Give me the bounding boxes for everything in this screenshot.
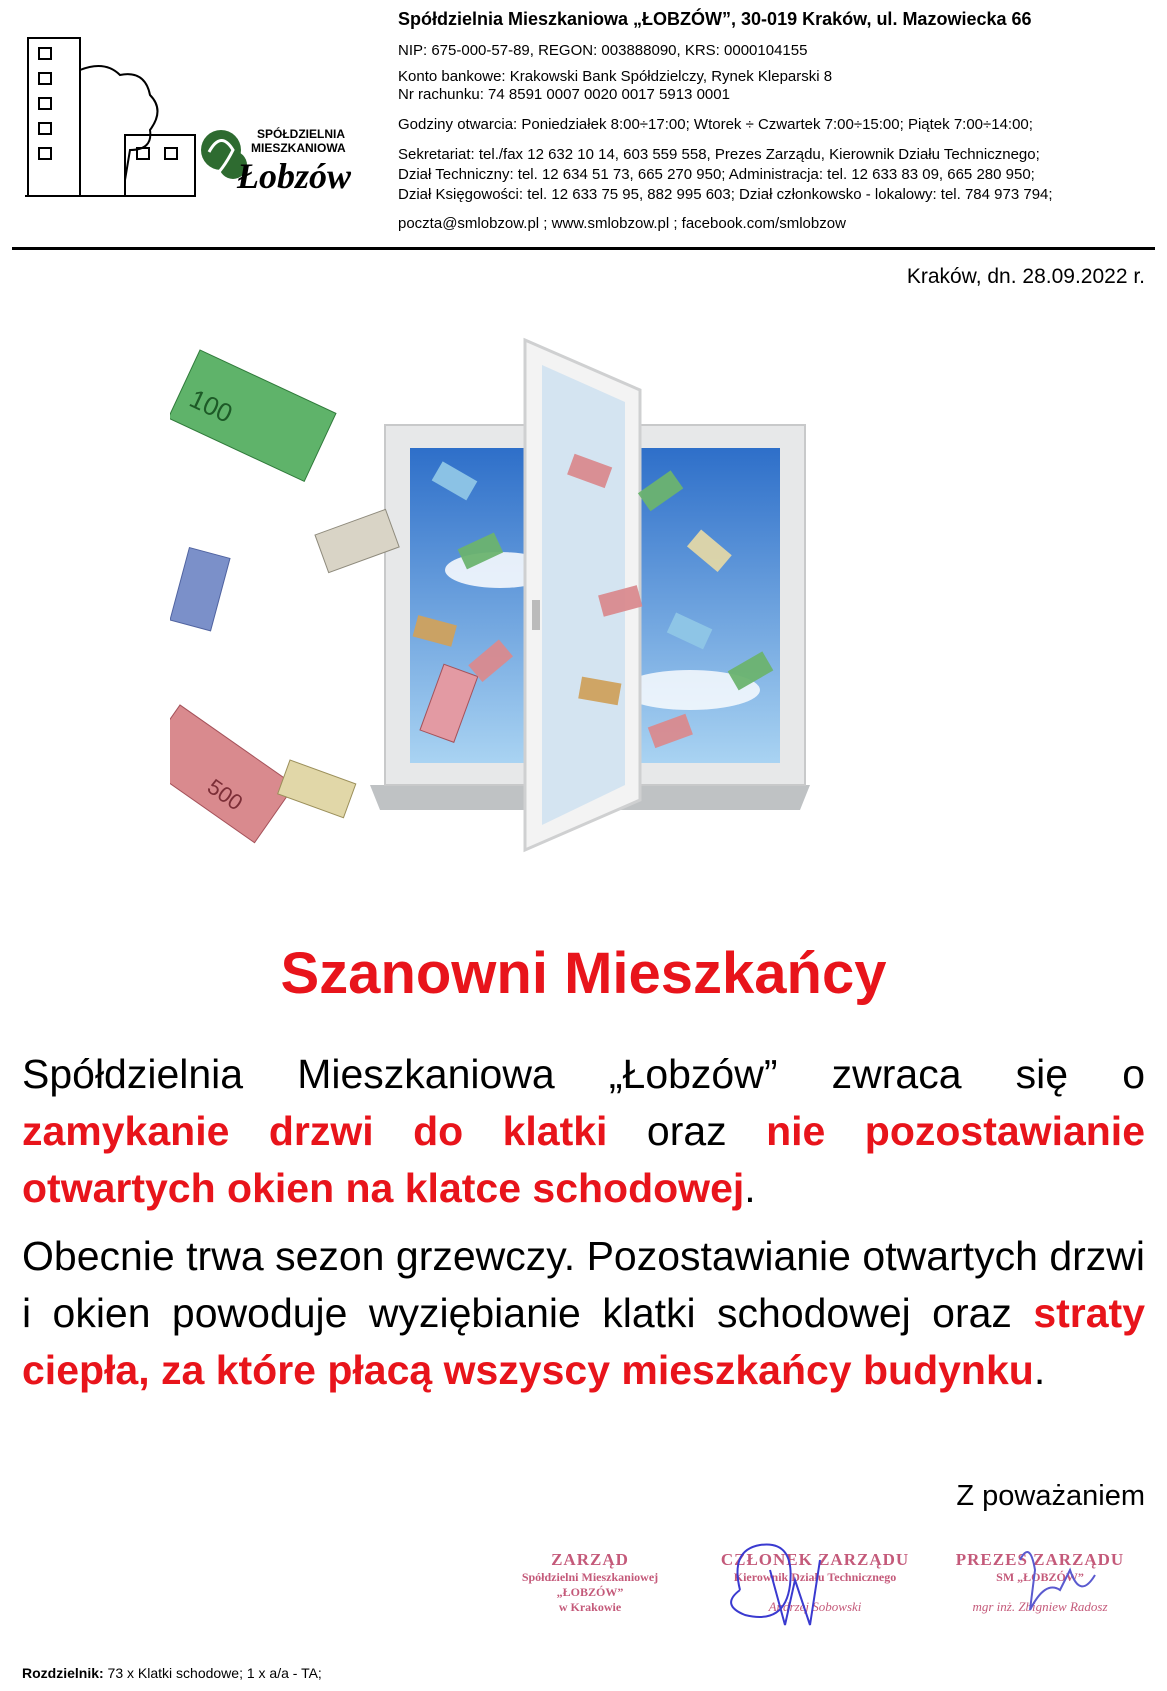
stamp-board-line-4: w Krakowie: [558, 1600, 622, 1614]
logo-line-2: MIESZKANIOWA: [251, 141, 346, 155]
paragraph-heating: [22, 1228, 1145, 1399]
stamp-board-title: ZARZĄD: [551, 1550, 629, 1569]
header-bank: Konto bankowe: Krakowski Bank Spółdzielczy, Rynek Kleparski 8: [398, 68, 833, 85]
header-account: Nr rachunku: 74 8591 0007 0020 0017 5913 0001: [398, 86, 730, 103]
p1-highlight-doors: zamykanie drzwi do klatki: [22, 1108, 608, 1154]
header-ids: NIP: 675-000-57-89, REGON: 003888090, KRS: 0000104155: [398, 42, 808, 59]
stamp-board-line-3: „ŁOBZÓW”: [556, 1585, 624, 1599]
p1-highlight-windows: nie pozostawianie otwartych okien na klatce schodowej: [22, 1108, 1146, 1211]
logo-name: Łobzów: [237, 156, 352, 196]
banknote-500: [170, 705, 295, 843]
p1-text-1: Spółdzielnia Mieszkaniowa „Łobzów” zwraca się o: [22, 1051, 1145, 1097]
banknote-20: [278, 760, 356, 818]
stamp-board-line-2: Spółdzielni Mieszkaniowej: [521, 1570, 659, 1584]
distribution-label: Rozdzielnik:: [22, 1665, 104, 1681]
p2-text-2: .: [1033, 1347, 1046, 1393]
header-divider: [12, 247, 1155, 250]
closing-phrase: Z poważaniem: [956, 1480, 1145, 1512]
stamp-president-org: SM „ŁOBZÓW”: [996, 1570, 1084, 1584]
header-web: poczta@smlobzow.pl ; www.smlobzow.pl ; facebook.com/smlobzow: [398, 215, 846, 232]
logo-line-1: SPÓŁDZIELNIA: [257, 127, 346, 141]
document-date: Kraków, dn. 28.09.2022 r.: [906, 265, 1145, 288]
header-contact-3: Dział Księgowości: tel. 12 633 75 95, 882 995 603; Dział członkowsko - lokalowy: tel. 784 973 794;: [398, 186, 1053, 203]
p1-text-3: .: [744, 1165, 756, 1211]
header-contact-2: Dział Techniczny: tel. 12 634 51 73, 665 270 950; Administracja: tel. 12 633 83 09, 665 280 950;: [398, 166, 1035, 183]
svg-text:100: 100: [185, 383, 238, 429]
banknote-50: [170, 548, 230, 631]
distribution-text: 73 x Klatki schodowe; 1 x a/a - TA;: [103, 1665, 322, 1681]
banknote-100: [170, 350, 336, 481]
stamp-president-title: PREZES ZARZĄDU: [955, 1550, 1125, 1569]
stamp-president-name: mgr inż. Zbigniew Radosz: [972, 1599, 1108, 1614]
stamp-board: [480, 1550, 700, 1615]
svg-text:500: 500: [202, 773, 248, 816]
stamp-member-name: Andrzej Sobowski: [768, 1599, 862, 1614]
stamp-member-role: Kierownik Działu Technicznego: [733, 1570, 897, 1584]
window-money-illustration: [170, 330, 820, 890]
p1-text-2: oraz: [607, 1108, 767, 1154]
p2-highlight-heat-loss: straty ciepła, za które płacą wszyscy mieszkańcy budynku: [22, 1290, 1145, 1393]
handwritten-signatures: [700, 1530, 1150, 1640]
header-title: Spółdzielnia Mieszkaniowa „ŁOBZÓW”, 30-019 Kraków, ul. Mazowiecka 66: [398, 9, 1032, 29]
header-hours: Godziny otwarcia: Poniedziałek 8:00÷17:00; Wtorek ÷ Czwartek 7:00÷15:00; Piątek 7:00÷14:00;: [398, 116, 1033, 133]
stamp-member-title: CZŁONEK ZARZĄDU: [720, 1550, 910, 1569]
cooperative-logo: [25, 30, 385, 220]
paragraph-request: [22, 1046, 1145, 1217]
header-contact-1: Sekretariat: tel./fax 12 632 10 14, 603 559 558, Prezes Zarządu, Kierownik Działu Technicznego;: [398, 146, 1040, 163]
p2-text-1: Obecnie trwa sezon grzewczy. Pozostawianie otwartych drzwi i okien powoduje wyziębianie klatki schodowej oraz: [22, 1233, 1145, 1336]
distribution-list: [22, 1665, 322, 1681]
notice-title: Szanowni Mieszkańcy: [280, 941, 887, 1006]
